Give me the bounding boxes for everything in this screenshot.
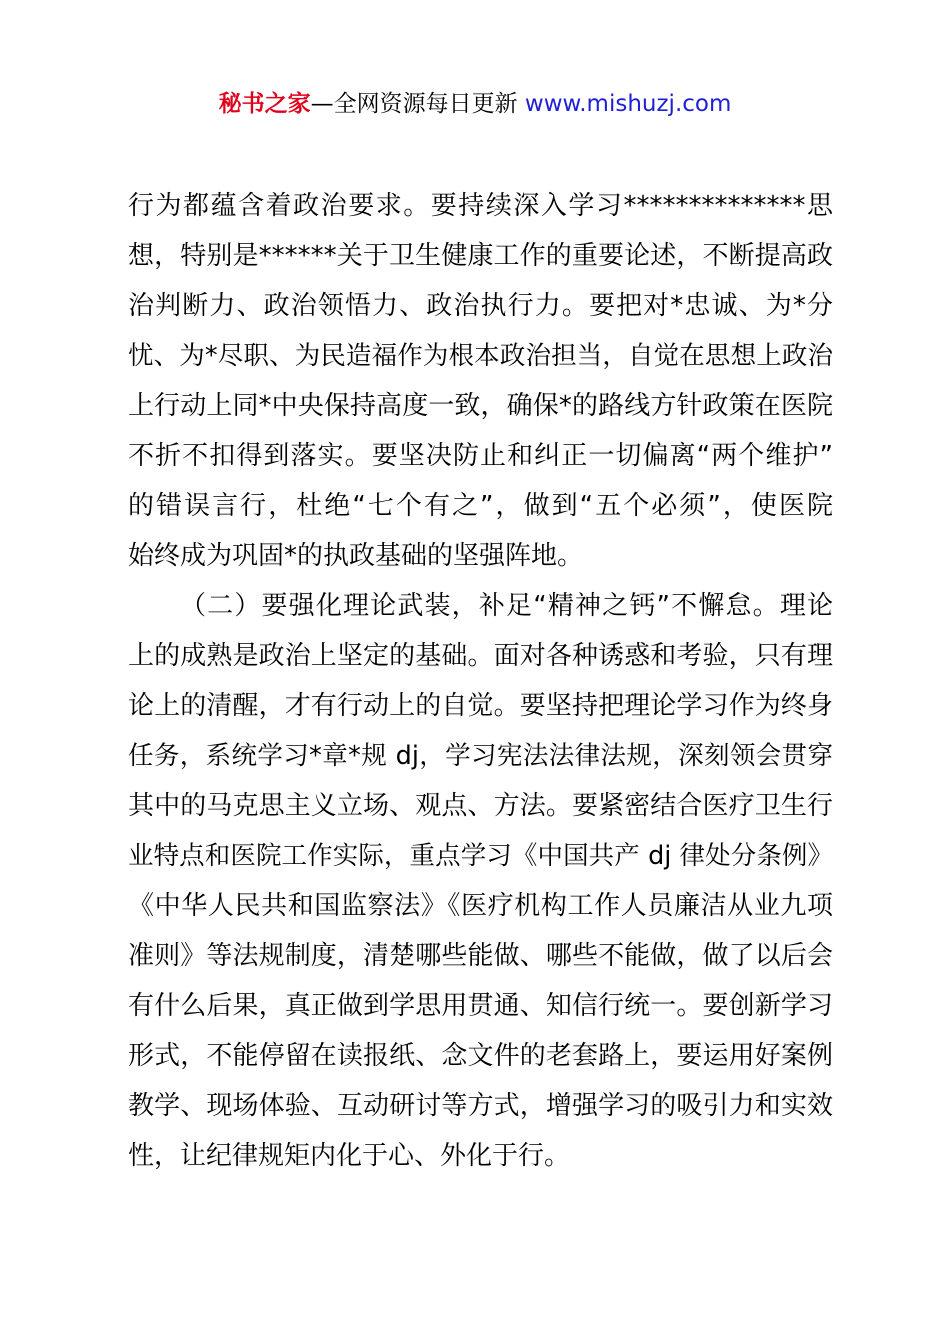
text-line: 上的成熟是政治上坚定的基础。面对各种诱惑和考验，只有理 <box>128 641 833 671</box>
text-line: 形式，不能停留在读报纸、念文件的老套路上，要运用好案例 <box>128 1041 833 1071</box>
site-brand: 秘书之家 <box>218 91 311 117</box>
text-line: 想，特别是******关于卫生健康工作的重要论述，不断提高政 <box>128 241 833 271</box>
text-line: 准则》等法规制度，清楚哪些能做、哪些不能做，做了以后会 <box>128 941 833 971</box>
text-line: 治判断力、政治领悟力、政治执行力。要把对*忠诚、为*分 <box>128 291 833 321</box>
text-line: 其中的马克思主义立场、观点、方法。要紧密结合医疗卫生行 <box>128 791 833 821</box>
section-heading-line: （二）要强化理论武装，补足“精神之钙”不懈怠。理论 <box>180 591 833 621</box>
text-line: 业特点和医院工作实际，重点学习《中国共产 dj 律处分条例》 <box>128 841 833 871</box>
text-line: 任务，系统学习*章*规 dj，学习宪法法律法规，深刻领会贯穿 <box>128 741 833 771</box>
text-line: 的错误言行，杜绝“七个有之”，做到“五个必须”，使医院 <box>128 491 833 521</box>
site-url-link[interactable]: www.mishuzj.com <box>524 91 732 117</box>
site-header <box>0 86 950 122</box>
text-line: 《中华人民共和国监察法》《医疗机构工作人员廉洁从业九项 <box>128 891 833 921</box>
text-line: 性，让纪律规矩内化于心、外化于行。 <box>128 1141 571 1171</box>
text-line: 论上的清醒，才有行动上的自觉。要坚持把理论学习作为终身 <box>128 691 833 721</box>
text-line: 有什么后果，真正做到学思用贯通、知信行统一。要创新学习 <box>128 991 833 1021</box>
text-line: 行为都蕴含着政治要求。要持续深入学习**************思 <box>128 191 833 221</box>
text-line: 始终成为巩固*的执政基础的坚强阵地。 <box>128 541 584 571</box>
text-line: 忧、为*尽职、为民造福作为根本政治担当，自觉在思想上政治 <box>128 341 833 371</box>
site-tagline: —全网资源每日更新 <box>310 91 525 117</box>
text-line: 教学、现场体验、互动研讨等方式，增强学习的吸引力和实效 <box>128 1091 833 1121</box>
text-line: 上行动上同*中央保持高度一致，确保*的路线方针政策在医院 <box>128 391 833 421</box>
text-line: 不折不扣得到落实。要坚决防止和纠正一切偏离“两个维护” <box>128 441 833 471</box>
